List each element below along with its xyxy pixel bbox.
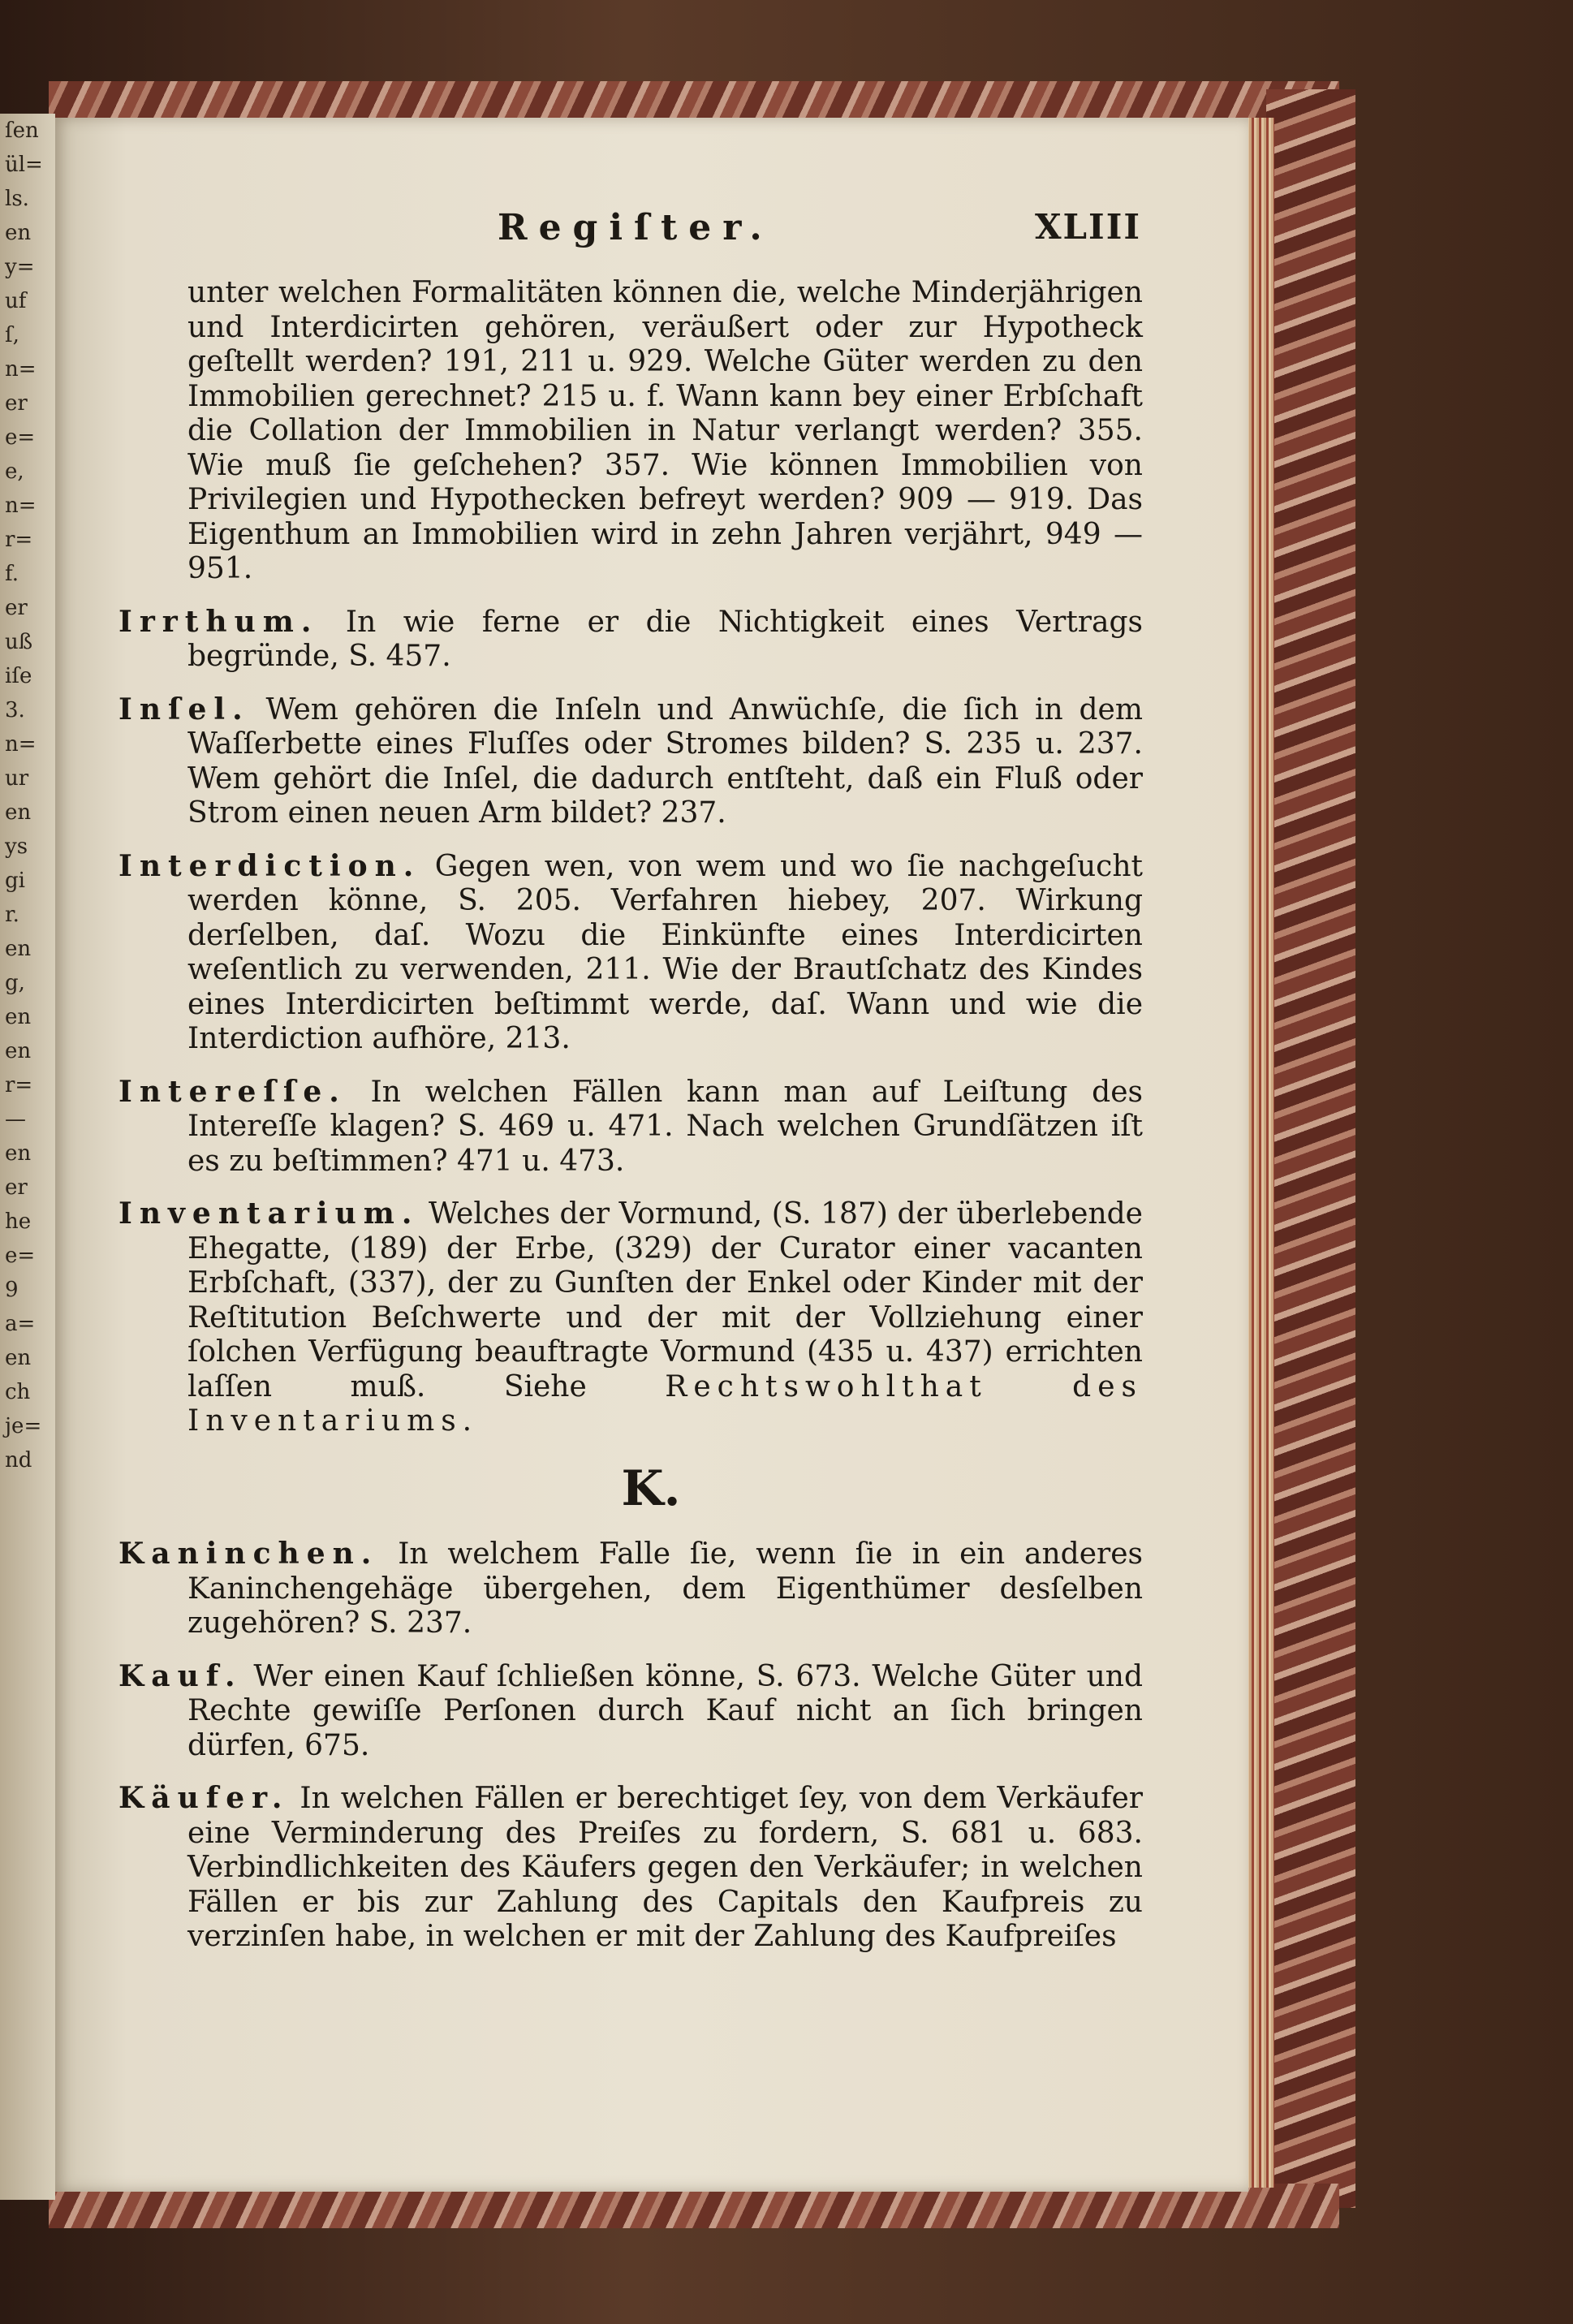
running-title: Regiſter.: [498, 207, 774, 248]
previous-page-fragment: iſe: [5, 664, 32, 688]
register-entry-insel: [119, 692, 1143, 831]
entry-text: Wem gehören die Inſeln und Anwüchſe, die ſich in dem Waſſerbette eines Fluſſes oder Stromes bilden? S. 235 u. 237. Wem gehört die Inſel, die dadurch entſteht, daß ein Fluß oder Strom einen neuen Arm bildet? 237.: [187, 692, 1143, 830]
register-content: [119, 276, 1143, 1973]
entry-term: Inſel.: [119, 692, 250, 727]
entry-text: Wer einen Kauf ſchließen könne, S. 673. Welche Güter und Rechte gewiſſe Perſonen durch Kauf nicht an ſich bringen dürfen, 675.: [187, 1659, 1143, 1762]
entry-text: unter welchen Formalitäten können die, welche Minderjährigen und Interdicirten gehören, veräußert oder zur Hypotheck geſtellt werden? 191, 211 u. 929. Welche Güter werden zu den Immobilien gerechnet? 215 u. f. Wann kann bey einer Erbſchaft die Collation der Immobilien in Natur verlangt werden? 355. Wie muß ſie geſchehen? 357. Wie können Immobilien von Privilegien und Hypothecken befreyt werden? 909 — 919. Das Eigenthum an Immobilien wird in zehn Jahren verjährt, 949 — 951.: [187, 276, 1143, 585]
entry-text: Gegen wen, von wem und wo ſie nachgeſucht werden könne, S. 205. Verfahren hiebey, 207. Wirkung derſelben, daſ. Wozu die Einkünfte eines Interdicirten weſentlich zu verwenden, 211. Wie der Brautſchatz des Kindes eines Interdicirten beſtimmt werde, daſ. Wann und wie die Interdiction aufhöre, 213.: [187, 849, 1143, 1055]
entry-text: Welches der Vormund, (S. 187) der überlebende Ehegatte, (189) der Erbe, (329) der Curator einer vacanten Erbſchaft, (337), der zu Gunſten der Enkel oder Kinder mit der Reſtitution Beſchwerte und der mit der Vollziehung einer ſolchen Verfügung beauftragte Vormund (435 u. 437) errichten laſſen muß. Siehe: [187, 1197, 1143, 1403]
entry-term: Kaninchen.: [119, 1537, 379, 1571]
previous-page-fragment: en: [5, 1005, 32, 1029]
register-entry-interdiction: [119, 849, 1143, 1057]
previous-page-fragment: a=: [5, 1312, 36, 1336]
previous-page-fragment: ur: [5, 766, 29, 791]
entry-text: In wie ferne er die Nichtigkeit eines Vertrags begründe, S. 457.: [187, 605, 1143, 673]
previous-page-fragment: er: [5, 391, 28, 416]
previous-page-fragment: ch: [5, 1380, 31, 1404]
book-page: [55, 118, 1248, 2192]
page-number: XLIII: [1034, 207, 1141, 247]
previous-page-fragment: ſen: [5, 119, 39, 143]
previous-page-strip: [0, 114, 55, 2200]
previous-page-fragment: en: [5, 1346, 32, 1370]
register-entry-inventarium: [119, 1196, 1143, 1439]
previous-page-fragment: en: [5, 1141, 32, 1166]
previous-page-fragment: ys: [5, 834, 28, 859]
previous-page-fragment: er: [5, 596, 28, 620]
register-entry-continuation: [119, 276, 1143, 587]
previous-page-fragment: ſ,: [5, 323, 19, 347]
previous-page-fragment: r=: [5, 1073, 33, 1097]
previous-page-fragment: en: [5, 1039, 32, 1063]
previous-page-fragment: g,: [5, 971, 25, 995]
previous-page-fragment: e=: [5, 1244, 36, 1268]
register-entry-kaeufer: [119, 1781, 1143, 1955]
section-letter-k: K.: [621, 1460, 681, 1517]
register-entry-irrthum: [119, 605, 1143, 675]
register-entry-kaninchen: [119, 1537, 1143, 1641]
previous-page-fragment: uß: [5, 630, 33, 654]
previous-page-fragment: uf: [5, 289, 27, 313]
previous-page-fragment: y=: [5, 255, 35, 279]
entry-term: Kauf.: [119, 1658, 243, 1693]
previous-page-fragment: ls.: [5, 187, 29, 211]
previous-page-fragment: ül=: [5, 153, 43, 177]
entry-term: Interdiction.: [119, 848, 421, 883]
previous-page-fragment: er: [5, 1175, 28, 1200]
register-entry-kauf: [119, 1659, 1143, 1764]
previous-page-fragment: n=: [5, 732, 37, 757]
previous-page-fragment: 9: [5, 1278, 19, 1302]
entry-text: In welchen Fällen er berechtiget ſey, von dem Verkäufer eine Verminderung des Preiſes zu fordern, S. 681 u. 683. Verbindlichkeiten des Käufers gegen den Verkäufer; in welchen Fällen er bis zur Zahlung des Capitals den Kaufpreis zu verzinſen habe, in welchen er mit der Zahlung des Kaufpreiſes: [187, 1782, 1144, 1953]
previous-page-fragment: —: [5, 1107, 26, 1132]
entry-text: In welchen Fällen kann man auf Leiſtung des Intereſſe klagen? S. 469 u. 471. Nach welchen Grundſätzen iſt es zu beſtimmen? 471 u. 473.: [187, 1075, 1143, 1178]
entry-term: Inventarium.: [119, 1196, 420, 1231]
previous-page-fragment: f.: [5, 562, 19, 586]
book-cover-right-edge: [1266, 89, 1355, 2208]
previous-page-fragment: gi: [5, 869, 25, 893]
entry-term: Käufer.: [119, 1781, 290, 1815]
previous-page-fragment: en: [5, 221, 32, 245]
previous-page-fragment: n=: [5, 494, 37, 518]
entry-term: Irrthum.: [119, 604, 319, 639]
register-entry-interesse: [119, 1075, 1143, 1179]
previous-page-fragment: r.: [5, 903, 19, 927]
page-header: [55, 207, 1248, 256]
entry-text: In welchem Falle ſie, wenn ſie in ein anderes Kaninchengehäge übergehen, dem Eigenthümer desſelben zugehören? S. 237.: [187, 1537, 1143, 1640]
previous-page-fragments: [0, 114, 55, 1477]
cross-reference: Rechtswohlthat des Inventariums.: [187, 1369, 1143, 1438]
entry-term: Intereſſe.: [119, 1074, 347, 1109]
previous-page-fragment: e,: [5, 459, 24, 484]
previous-page-fragment: he: [5, 1209, 32, 1234]
previous-page-fragment: nd: [5, 1448, 32, 1472]
previous-page-fragment: r=: [5, 528, 33, 552]
previous-page-fragment: en: [5, 937, 32, 961]
previous-page-fragment: e=: [5, 425, 36, 450]
previous-page-fragment: en: [5, 800, 32, 825]
previous-page-fragment: n=: [5, 357, 37, 382]
previous-page-fragment: je=: [5, 1414, 42, 1438]
previous-page-fragment: 3.: [5, 698, 25, 722]
